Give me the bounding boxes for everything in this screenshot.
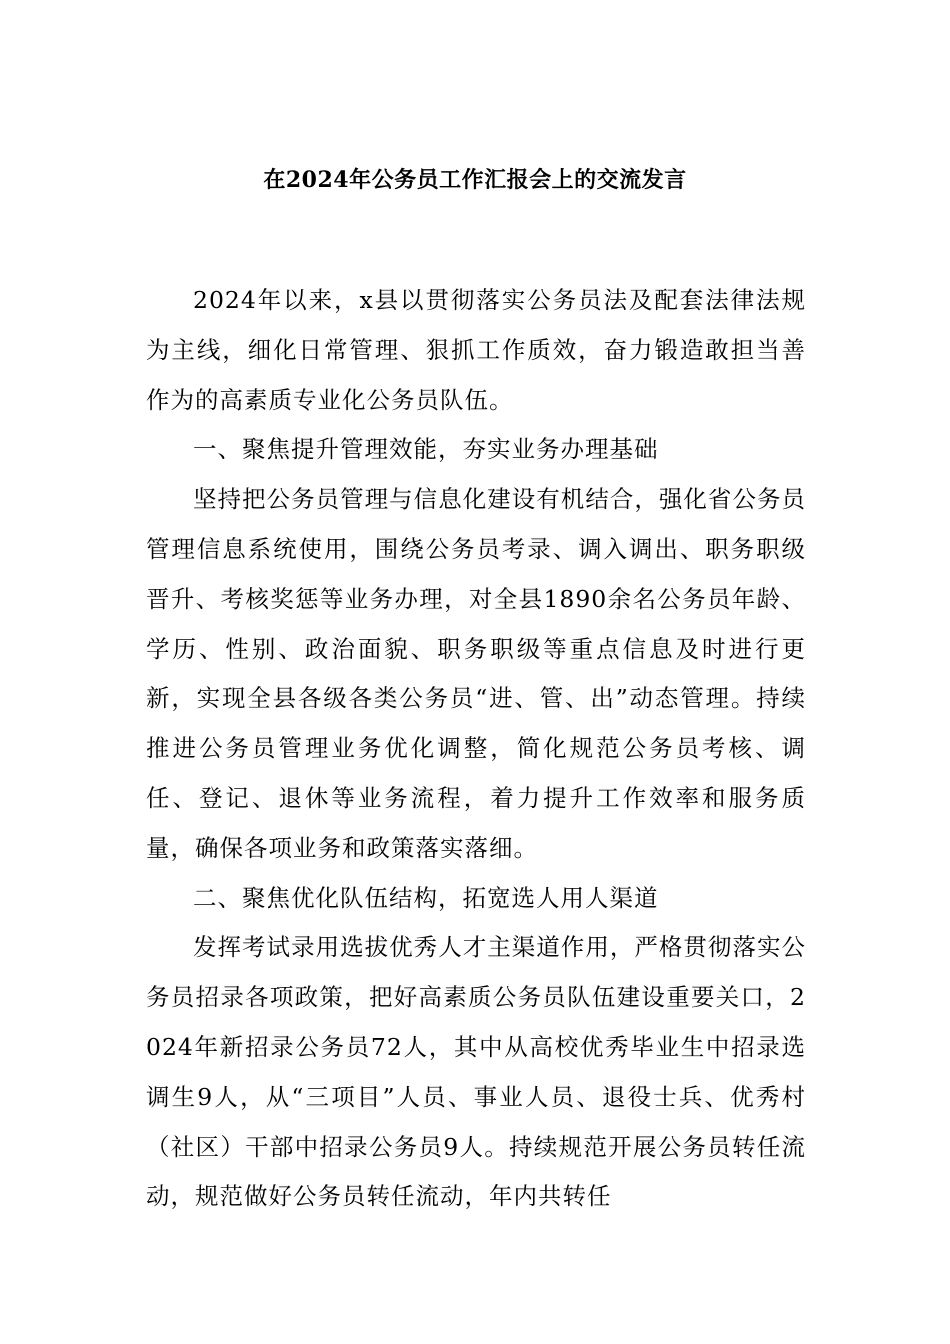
section-1-paragraph: 坚持把公务员管理与信息化建设有机结合，强化省公务员管理信息系统使用，围绕公务员考录、调入调出、职务职级晋升、考核奖惩等业务办理，对全县1890余名公务员年龄、学历、性别、政治面貌、职务职级等重点信息及时进行更新，实现全县各级各类公务员“进、管、出”动态管理。持续推进公务员管理业务优化调整，简化规范公务员考核、调任、登记、退休等业务流程，着力提升工作效率和服务质量，确保各项业务和政策落实落细。 — [146, 485, 806, 862]
section-heading-2: 二、聚焦优化队伍结构，拓宽选人用人渠道 — [193, 883, 659, 912]
intro-paragraph: 2024年以来，x县以贯彻落实公务员法及配套法律法规为主线，细化日常管理、狠抓工作质效，奋力锻造敢担当善作为的高素质专业化公务员队伍。 — [146, 286, 806, 414]
section-heading-1: 一、聚焦提升管理效能，夯实业务办理基础 — [193, 435, 659, 464]
document-body — [146, 276, 806, 1222]
document-title: 在2024年公务员工作汇报会上的交流发言 — [263, 167, 687, 193]
section-2-paragraph: 发挥考试录用选拔优秀人才主渠道作用，严格贯彻落实公务员招录各项政策，把好高素质公务员队伍建设重要关口，2024年新招录公务员72人，其中从高校优秀毕业生中招录选调生9人，从“三项目”人员、事业人员、退役士兵、优秀村（社区）干部中招录公务员9人。持续规范开展公务员转任流动，规范做好公务员转任流动，年内共转任 — [146, 933, 806, 1211]
